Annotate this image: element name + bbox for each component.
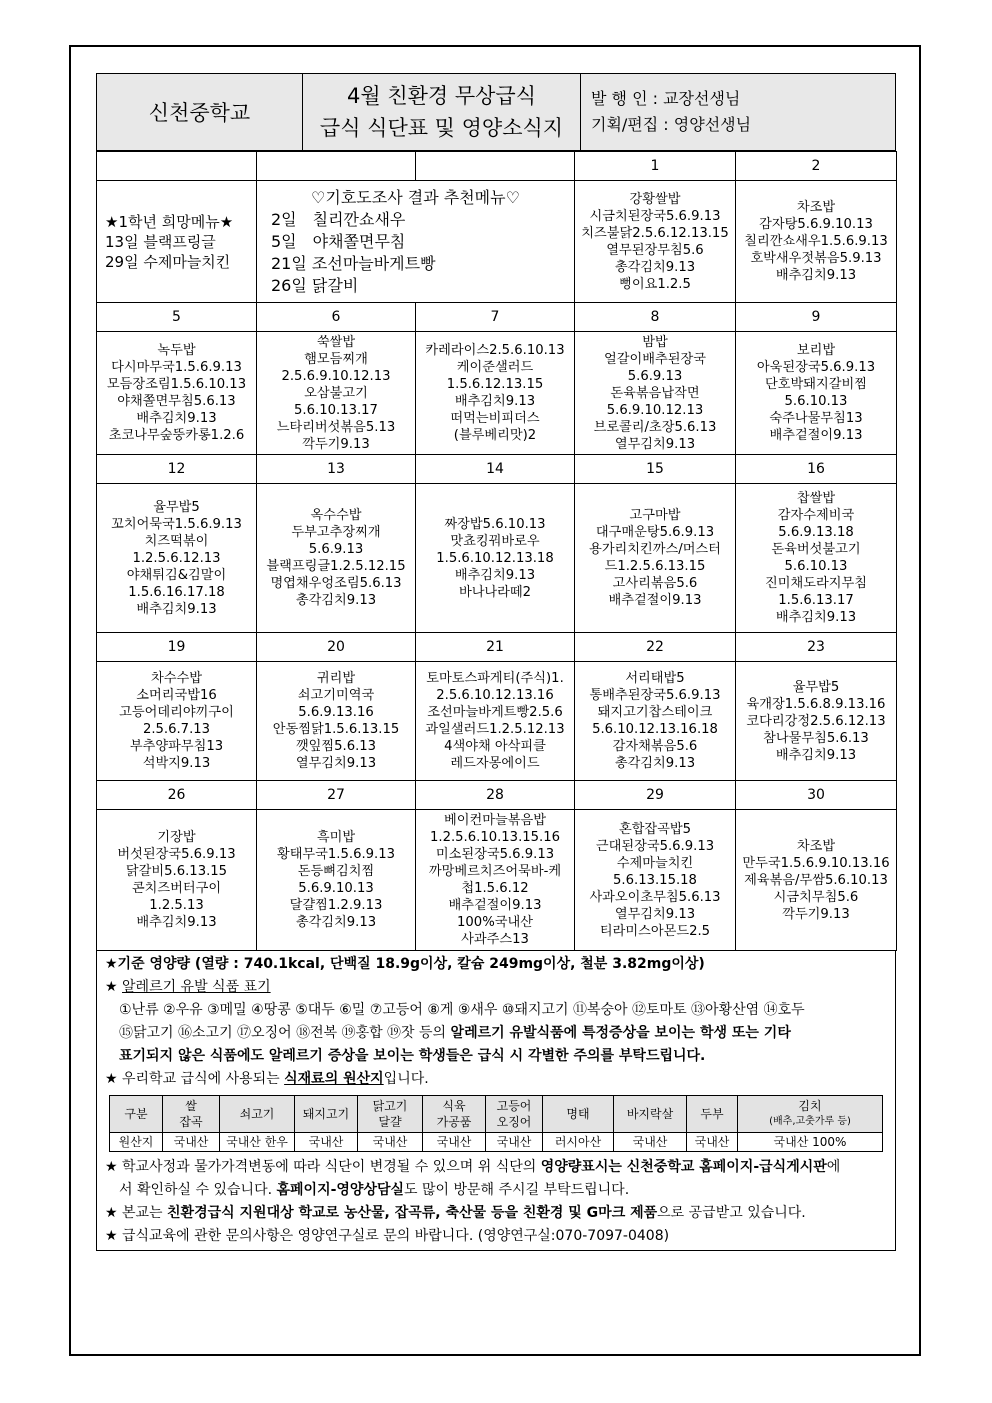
survey-title: ♡기호도조사 결과 추천메뉴♡ [311,187,520,207]
origin-header: 쇠고기 [220,1096,295,1133]
menu-item: 2.5.6.7.13 [142,722,211,737]
origin-header-row [110,1096,883,1133]
menu-item: 명엽채우엉조림5.6.13 [270,576,402,591]
note-text: ★ 본교는 [105,1205,168,1221]
date-cell: 23 [736,633,897,662]
day-menu [97,332,257,455]
menu-item: 치즈불닭2.5.6.12.13.15 [581,225,729,241]
consult-link: 홈페이지-영양상담실 [276,1182,405,1198]
date-cell: 5 [97,303,257,332]
menu-row [97,181,897,303]
day-menu [736,662,897,781]
day-menu [736,810,897,951]
menu-item: 4색야채 아삭피클 [444,739,546,754]
menu-item: 녹두밥 [157,343,196,358]
menu-item: 총각김치9.13 [614,756,696,771]
menu-row [97,662,897,781]
menu-item: 맛쵸킹꿔바로우 [450,533,540,549]
menu-item: 깍두기9.13 [302,436,370,452]
day-menu [575,484,736,633]
menu-item: 차조밥 [796,838,836,854]
menu-item: 2.5.6.10.12.13.16 [436,688,554,703]
hope-menu-cell [97,181,257,303]
menu-item: 100%국내산 [457,915,533,930]
menu-item: 바나나라떼2 [458,584,532,600]
menu-item: 배추김치9.13 [454,567,536,583]
menu-item: 귀리밥 [316,671,356,686]
menu-item: 까망베르치즈어묵바-케 [428,864,562,879]
menu-item: 버섯된장국5.6.9.13 [117,847,236,862]
date-cell: 16 [736,455,897,484]
origin-value: 국내산 100% [738,1133,883,1152]
day-menu [257,332,416,455]
menu-item: 5.6.9.13 [308,542,364,557]
note-text: 도 많이 방문해 주시길 부탁드립니다. [404,1182,630,1198]
publisher-info [581,74,896,151]
menu-item: 5.6.13.15.18 [613,872,697,888]
menu-item: 돼지고기찹스테이크 [597,705,713,720]
menu-item: 차조밥 [796,200,836,215]
menu-item: 5.6.9.10.12.13 [606,402,704,418]
menu-item: 블랙프링글1.2.5.12.15 [266,559,406,574]
day-menu [416,810,575,951]
date-cell: 1 [575,152,736,181]
origin-value: 국내산 [358,1133,423,1152]
menu-item: 치즈떡볶이 [144,533,209,549]
date-row [97,455,897,484]
day-menu [97,484,257,633]
menu-item: 5.6.10.13 [784,394,848,409]
allergy-list [105,1022,887,1045]
menu-item: 참나물무침5.6.13 [763,730,869,746]
menu-item: 감자수제비국 [777,508,855,523]
menu-item: 떠먹는비피더스 [450,411,540,426]
menu-item: 열무김치9.13 [295,756,377,771]
day-menu [575,332,736,455]
menu-item: 총각김치9.13 [295,915,377,930]
menu-item: 햄모듬찌개 [304,351,368,367]
origin-value: 국내산 한우 [220,1133,295,1152]
origin-header: 명태 [543,1096,614,1133]
menu-item: 근대된장국5.6.9.13 [595,838,715,854]
menu-item: 혼합잡곡밥5 [618,821,692,837]
menu-item: 열무김치9.13 [614,436,696,452]
date-row [97,303,897,332]
menu-item: 옥수수밥 [310,508,362,523]
date-cell: 29 [575,781,736,810]
menu-item: 숙주나물무침13 [769,411,863,426]
menu-item: 열무된장무침5.6 [606,242,704,258]
menu-item: 돈등뼈김치찜 [297,864,375,879]
menu-item: 고사리볶음5.6 [612,576,698,591]
origin-header: 돼지고기 [295,1096,358,1133]
menu-item: 야채쫄면무침5.6.13 [117,394,236,409]
eco-note [105,1202,887,1225]
menu-item: 콘치즈버터구이 [131,881,222,896]
allergy-items: ⑮닭고기 ⑯소고기 ⑰오징어 ⑱전복 ⑲홍합 ⑲잣 등의 [119,1025,451,1041]
date-row [97,152,897,181]
origin-header: 닭고기 달걀 [358,1096,423,1133]
origin-value: 국내산 [423,1133,486,1152]
menu-item: 배추김치9.13 [775,610,857,625]
publisher: 발 행 인 : 교장선생님 [591,89,741,108]
menu-item: 열무김치9.13 [614,906,696,922]
menu-item: 수제마늘치킨 [616,855,694,871]
origin-header: 김치 (배추,고춧가루 등) [738,1096,883,1133]
menu-item: 고등어데리야끼구이 [119,705,234,720]
menu-item: 율무밥5 [153,499,200,515]
menu-change-note [105,1156,887,1179]
hope-menu-title: ★1학년 희망메뉴★ [105,212,234,231]
date-cell: 21 [416,633,575,662]
menu-item: 5.6.9.10.13 [298,881,374,896]
survey-item: 5일 야채쫄면무침 [271,231,406,251]
date-cell: 28 [416,781,575,810]
origin-value: 국내산 [163,1133,220,1152]
origin-header: 구분 [110,1096,163,1133]
origin-value: 국내산 [486,1133,543,1152]
menu-item: 안동찜닭1.5.6.13.15 [272,722,400,737]
menu-item: 미소된장국5.6.9.13 [435,847,555,862]
menu-item: 배추김치9.13 [136,411,217,426]
menu-item: 케이준샐러드 [456,360,534,375]
date-cell: 20 [257,633,416,662]
day-menu [416,332,575,455]
menu-item: 진미채도라지무침 [765,576,867,591]
menu-item: 1.5.6.12.13.15 [446,377,544,392]
menu-row [97,484,897,633]
menu-item: 사과오이초무침5.6.13 [589,889,721,905]
hope-menu-item: 13일 블랙프링글 [105,232,216,251]
origin-header: 고등어 오징어 [486,1096,543,1133]
note-text: 서 확인하실 수 있습니다. [119,1182,277,1198]
date-cell: 22 [575,633,736,662]
hope-menu-item: 29일 수제마늘치킨 [105,252,231,271]
menu-item: 코다리강정2.5.6.12.13 [746,713,886,729]
origin-header: 바지락살 [614,1096,687,1133]
menu-item: 배추김치9.13 [775,747,857,763]
title-line-2: 급식 식단표 및 영양소식지 [319,116,564,140]
menu-item: 호박새우젓볶음5.9.13 [750,251,882,266]
day-menu [736,484,897,633]
menu-item: 용가리치킨까스/머스터 [589,542,721,557]
newsletter [96,73,896,1251]
note-text: 에 [826,1159,841,1175]
menu-item: 첩1.5.6.12 [461,881,529,896]
allergy-heading [105,976,887,999]
day-menu [416,662,575,781]
menu-item: 석박지9.13 [142,756,211,771]
date-cell: 8 [575,303,736,332]
day-menu [736,332,897,455]
origin-value: 국내산 [687,1133,738,1152]
menu-item: 배추겉절이9.13 [608,593,702,608]
menu-item: 베이컨마늘볶음밥 [444,813,546,828]
date-row [97,781,897,810]
standard-nutrition: ★기준 영양량 (열량 : 740.1kcal, 단백질 18.9g이상, 칼슘 249mg이상, 철분 3.82mg이상) [105,956,705,972]
day-menu [97,662,257,781]
date-cell [257,152,416,181]
menu-item: 차수수밥 [151,671,202,686]
date-cell [416,152,575,181]
origin-value: 국내산 [614,1133,687,1152]
menu-item: 깻잎찜5.6.13 [295,739,377,754]
date-cell: 6 [257,303,416,332]
date-cell [97,152,257,181]
menu-item: 1.2.5.13 [149,898,204,913]
origin-header: 쌀 잡곡 [163,1096,220,1133]
origin-table [109,1095,883,1152]
date-cell: 15 [575,455,736,484]
date-cell: 12 [97,455,257,484]
menu-item: 만두국1.5.6.9.10.13.16 [742,855,890,871]
menu-item: 쑥쌀밥 [316,334,356,350]
origin-highlight: 식재료의 원산지 [284,1071,384,1087]
menu-item: 배추겉절이9.13 [769,428,863,443]
editor: 기획/편집 : 영양선생님 [591,115,752,134]
menu-item: 1.5.6.13.17 [778,593,854,608]
menu-item: 감자채볶음5.6 [612,739,698,754]
menu-item: 초코나무숲뚱카롱1.2.6 [108,428,245,443]
survey-item: 2일 칠리깐쇼새우 [271,209,406,229]
date-cell: 14 [416,455,575,484]
allergy-list: ①난류 ②우유 ③메밀 ④땅콩 ⑤대두 ⑥밀 ⑦고등어 ⑧게 ⑨새우 ⑩돼지고기 ⑪복숭아 ⑫토마토 ⑬아황산염 ⑭호두 [119,1002,805,1018]
date-cell: 26 [97,781,257,810]
day-menu [575,810,736,951]
menu-item: 서리태밥5 [625,671,685,686]
date-cell: 7 [416,303,575,332]
origin-post: 입니다. [383,1071,429,1087]
origin-header: 식육 가공품 [423,1096,486,1133]
menu-item: 밤밥 [642,334,668,350]
menu-item: 율무밥5 [792,679,840,695]
menu-item: 배추김치9.13 [454,394,536,409]
menu-change-note [105,1179,887,1202]
day-menu [575,181,736,303]
date-cell: 2 [736,152,897,181]
menu-item: 강황쌀밥 [629,191,681,207]
note-text: 으로 공급받고 있습니다. [657,1205,806,1221]
menu-item: 카레라이스2.5.6.10.13 [425,343,565,358]
menu-item: 대구매운탕5.6.9.13 [595,525,715,540]
menu-item: 브로콜리/초장5.6.13 [593,419,717,435]
title-line-1: 4월 친환경 무상급식 [347,84,536,108]
menu-item: 5.6.10.12.13.16.18 [592,722,718,737]
allergy-warning: 알레르기 유발식품에 특정증상을 보이는 학생 또는 기타 [450,1025,791,1041]
origin-header: 두부 [687,1096,738,1133]
origin-value: 러시아산 [543,1133,614,1152]
menu-item: 보리밥 [796,343,836,358]
menu-item: 시금치무침5.6 [773,889,859,905]
origin-pre: ★ 우리학교 급식에 사용되는 [105,1071,285,1087]
menu-item: 고구마밥 [629,508,681,523]
menu-item: 과일샐러드1.2.5.12.13 [425,722,565,737]
menu-item: (블루베리맛)2 [453,428,537,443]
menu-row [97,810,897,951]
menu-item: 1.2.5.6.10.13.15.16 [429,830,561,845]
contact-note: ★ 급식교육에 관한 문의사항은 영양연구실로 문의 바랍니다. (영양연구실:070-7097-0408) [105,1228,670,1244]
survey-item: 21일 조선마늘바게트빵 [271,253,436,273]
date-cell: 9 [736,303,897,332]
menu-item: 야채튀김&김말이 [126,567,227,583]
menu-item: 뻥이요1.2.5 [619,276,691,292]
school-name: 신천중학교 [97,74,303,151]
menu-item: 시금치된장국5.6.9.13 [589,208,721,224]
menu-item: 깍두기9.13 [782,906,850,922]
note-text: ★ 학교사정과 물가가격변동에 따라 식단이 변경될 수 있으며 위 식단의 [105,1159,541,1175]
menu-item: 돈육버섯불고기 [771,542,861,557]
menu-item: 아욱된장국5.6.9.13 [756,360,876,375]
menu-item: 짜장밥5.6.10.13 [444,516,546,532]
menu-item: 감자탕5.6.9.10.13 [759,217,873,232]
menu-item: 흑미밥 [316,830,356,845]
menu-item: 5.6.9.13 [627,368,683,384]
menu-item: 레드자몽에이드 [450,756,540,771]
menu-item: 사과주스13 [461,932,529,947]
menu-item: 5.6.10.13 [784,559,848,574]
menu-item: 2.5.6.9.10.12.13 [281,368,391,384]
menu-item: 배추김치9.13 [136,601,217,617]
menu-item: 1.2.5.6.12.13 [132,550,221,566]
menu-item: 기장밥 [157,830,196,845]
homepage-link: 영양량표시는 신천중학교 홈페이지-급식게시판 [540,1159,827,1175]
date-row [97,633,897,662]
date-cell: 27 [257,781,416,810]
day-menu [257,484,416,633]
menu-item: 5.6.10.13.17 [294,402,378,418]
menu-item: 토마토스파게티(주식)1. [426,671,564,686]
menu-item: 드1.2.5.6.13.15 [604,559,706,574]
menu-item: 육개장1.5.6.8.9.13.16 [746,696,886,712]
menu-item: 얼갈이배추된장국 [604,351,706,367]
day-menu [416,484,575,633]
menu-item: 제육볶음/무쌈5.6.10.13 [744,872,888,888]
allergy-title: 알레르기 유발 식품 표기 [122,979,271,995]
origin-intro [105,1068,887,1091]
allergy-warning: 표기되지 않은 식품에도 알레르기 증상을 보이는 학생들은 급식 시 각별한 주의를 부탁드립니다. [119,1048,706,1064]
menu-item: 총각김치9.13 [295,593,377,608]
menu-item: 통배추된장국5.6.9.13 [589,688,721,703]
menu-item: 달걀찜1.2.9.13 [289,898,383,913]
menu-item: 닭갈비5.6.13.15 [125,864,228,879]
date-cell: 30 [736,781,897,810]
menu-item: 오삼불고기 [304,385,368,401]
menu-item: 소머리국밥16 [136,688,217,703]
menu-item: 배추겉절이9.13 [448,898,542,913]
day-menu [736,181,897,303]
menu-item: 모듬장조림1.5.6.10.13 [106,377,247,392]
survey-menu-cell [257,181,575,303]
menu-item: 황태무국1.5.6.9.13 [276,847,396,862]
menu-item: 조선마늘바게트빵2.5.6 [427,705,563,720]
menu-item: 5.6.9.13.16 [298,705,374,720]
menu-item: 다시마무국1.5.6.9.13 [111,360,242,375]
menu-item: 배추김치9.13 [775,268,857,283]
menu-item: 두부고추장찌개 [291,525,381,540]
menu-item: 배추김치9.13 [136,915,217,930]
day-menu [97,810,257,951]
menu-item: 1.5.6.10.12.13.18 [436,550,554,566]
menu-item: 돈육볶음납작면 [610,385,700,401]
newsletter-title [303,74,581,151]
day-menu [575,662,736,781]
star-icon: ★ [105,979,118,995]
meal-calendar [96,151,897,951]
survey-item: 26일 닭갈비 [271,275,359,295]
menu-row [97,332,897,455]
day-menu [257,810,416,951]
origin-value: 원산지 [110,1133,163,1152]
date-cell: 19 [97,633,257,662]
notes-section [96,951,896,1251]
eco-highlight: 친환경급식 지원대상 학교로 농산물, 잡곡류, 축산물 등을 친환경 및 G마크 제품 [167,1205,658,1221]
menu-item: 5.6.9.13.18 [778,525,854,540]
day-menu [257,662,416,781]
menu-item: 부추양파무침13 [129,739,224,754]
menu-item: 티라미스아몬드2.5 [599,923,711,939]
menu-item: 단호박돼지갈비찜 [765,377,867,392]
menu-item: 찹쌀밥 [796,491,836,506]
origin-value-row [110,1133,883,1152]
menu-item: 꼬치어묵국1.5.6.9.13 [111,516,242,532]
menu-item: 느타리버섯볶음5.13 [276,419,396,435]
menu-item: 총각김치9.13 [614,259,696,275]
menu-item: 쇠고기미역국 [297,688,375,703]
date-cell: 13 [257,455,416,484]
origin-value: 국내산 [295,1133,358,1152]
menu-item: 1.5.6.16.17.18 [128,584,225,600]
header-table [96,73,896,151]
menu-item: 칠리깐쇼새우1.5.6.9.13 [744,234,888,249]
